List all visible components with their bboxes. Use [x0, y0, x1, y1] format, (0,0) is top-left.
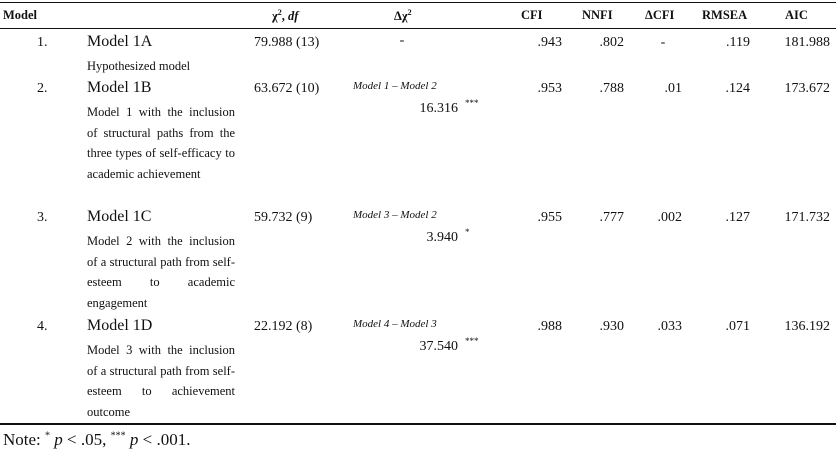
significance-stars: ***: [465, 98, 479, 108]
header-delta-chi-square: [394, 8, 412, 24]
note-p-1: p: [50, 430, 63, 449]
delta-chi-value: -: [399, 33, 405, 48]
header-aic: AIC: [785, 8, 808, 22]
table-top-rule: [0, 2, 836, 3]
model-comparison-label: Model 1 – Model 2: [353, 80, 437, 92]
header-chi-square-df: [272, 8, 298, 24]
nnfi-value: .788: [599, 81, 624, 96]
rmsea-value: .119: [726, 35, 750, 50]
model-comparison-label: Model 4 – Model 3: [353, 318, 437, 330]
model-title: Model 1D: [87, 317, 153, 334]
row-index: 1.: [37, 35, 48, 50]
model-description: Model 2 with the inclusion of a structural path from self-esteem to academic engagement: [87, 234, 235, 311]
df-label: df: [288, 9, 299, 24]
rmsea-value: .127: [725, 210, 750, 225]
chi-symbol: χ: [272, 9, 278, 24]
header-model: Model: [3, 8, 38, 22]
rmsea-value: .124: [725, 81, 750, 96]
model-title: Model 1B: [87, 79, 152, 96]
delta-chi-value: 37.540: [419, 339, 458, 354]
chi-square-value: 63.672 (10): [254, 81, 320, 96]
model-description: Model 3 with the inclusion of a structural path from self-esteem to achievement outcome: [87, 343, 235, 420]
delta-chi-value: 3.940: [426, 230, 458, 245]
note-sup-1: *: [45, 430, 51, 442]
nnfi-value: .802: [599, 35, 624, 50]
table-bottom-rule: [0, 423, 836, 425]
note-prefix: Note:: [3, 430, 46, 449]
delta-chi-value: 16.316: [419, 101, 458, 116]
significance-stars: *: [465, 227, 470, 237]
delta-chi-symbol: Δχ: [394, 9, 408, 24]
chi-separator: ,: [281, 9, 289, 24]
row-index: 4.: [37, 319, 48, 334]
rmsea-value: .071: [725, 319, 750, 334]
model-title: Model 1A: [87, 33, 153, 50]
chi-square-value: 59.732 (9): [254, 210, 313, 225]
row-index: 3.: [37, 210, 48, 225]
delta-cfi-value: .01: [664, 81, 682, 96]
header-delta-cfi: ΔCFI: [645, 8, 675, 22]
delta-chi-superscript: 2: [407, 8, 412, 17]
model-description: Hypothesized model: [87, 59, 191, 73]
note-threshold-1: < .05,: [62, 430, 111, 449]
aic-value: 181.988: [784, 35, 830, 50]
table-note: [3, 430, 190, 450]
aic-value: 173.672: [784, 81, 830, 96]
model-title: Model 1C: [87, 208, 152, 225]
delta-cfi-value: -: [660, 35, 666, 50]
aic-value: 171.732: [784, 210, 830, 225]
cfi-value: .955: [537, 210, 562, 225]
model-comparison-label: Model 3 – Model 2: [353, 209, 437, 221]
cfi-value: .943: [537, 35, 562, 50]
nnfi-value: .777: [599, 210, 624, 225]
cfi-value: .988: [537, 319, 562, 334]
model-description: Model 1 with the inclusion of structural paths from the three types of self-efficacy to academic achievement: [87, 105, 235, 182]
aic-value: 136.192: [784, 319, 830, 334]
chi-superscript: 2: [277, 8, 282, 17]
significance-stars: ***: [465, 336, 479, 346]
note-sup-2: ***: [110, 430, 126, 442]
chi-square-value: 79.988 (13): [254, 35, 320, 50]
header-rmsea: RMSEA: [702, 8, 748, 22]
nnfi-value: .930: [599, 319, 624, 334]
header-cfi: CFI: [521, 8, 543, 22]
delta-cfi-value: .033: [657, 319, 682, 334]
chi-square-value: 22.192 (8): [254, 319, 313, 334]
delta-cfi-value: .002: [657, 210, 682, 225]
note-p-2: p: [125, 430, 139, 449]
cfi-value: .953: [537, 81, 562, 96]
row-index: 2.: [37, 81, 48, 96]
table-header-rule: [0, 28, 836, 29]
header-nnfi: NNFI: [582, 8, 613, 22]
note-threshold-2: < .001.: [138, 430, 191, 449]
